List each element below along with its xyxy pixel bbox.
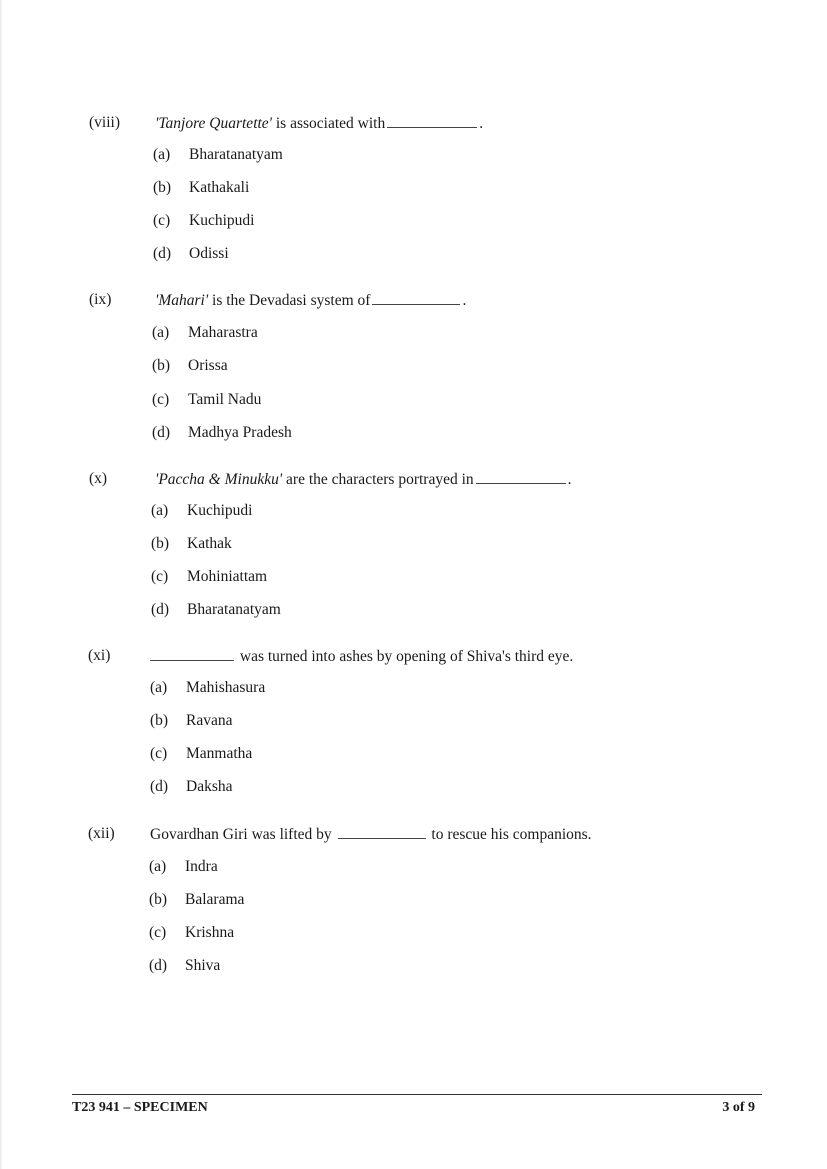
question-stem — [155, 113, 483, 134]
stem-text: is associated with — [272, 115, 386, 132]
option — [152, 323, 258, 343]
option-text: Indra — [185, 858, 218, 875]
option — [151, 534, 232, 554]
question-number: (x) — [89, 470, 108, 487]
option — [150, 711, 232, 731]
option-label: (c) — [153, 212, 171, 229]
stem-italic: 'Mahari' — [155, 292, 209, 309]
stem-end: . — [567, 471, 572, 488]
option-text: Maharastra — [188, 324, 258, 341]
option-text: Kuchipudi — [187, 502, 253, 519]
option-text: Shiva — [185, 957, 221, 974]
question-stem — [155, 290, 466, 311]
answer-blank — [387, 113, 477, 128]
option — [153, 178, 249, 198]
option-text: Orissa — [188, 357, 228, 374]
answer-blank — [372, 290, 460, 305]
option-label: (a) — [152, 324, 170, 341]
option-text: Manmatha — [186, 745, 253, 762]
option — [150, 777, 233, 797]
option-label: (c) — [152, 391, 170, 408]
option-text: Kathakali — [189, 179, 250, 196]
option-label: (b) — [152, 357, 171, 374]
option-text: Bharatanatyam — [189, 146, 283, 163]
option — [152, 390, 261, 410]
option-label: (a) — [149, 858, 167, 875]
question-number: (xii) — [88, 825, 115, 842]
question-number: (viii) — [89, 114, 120, 131]
option-label: (c) — [151, 568, 169, 585]
option — [150, 744, 252, 764]
option — [149, 890, 244, 910]
option — [151, 501, 252, 521]
stem-text: are the characters portrayed in — [282, 471, 474, 488]
stem-end: . — [462, 292, 467, 309]
option-text: Odissi — [189, 245, 229, 262]
option — [151, 600, 281, 620]
option-text: Daksha — [186, 778, 233, 795]
option — [152, 356, 228, 376]
answer-blank — [150, 646, 234, 661]
stem-italic: 'Paccha & Minukku' — [155, 471, 283, 488]
option — [149, 923, 234, 943]
option-label: (c) — [149, 924, 167, 941]
question-stem — [150, 646, 573, 667]
stem-end: . — [479, 115, 484, 132]
option — [153, 244, 229, 264]
option — [151, 567, 267, 587]
option-label: (b) — [149, 891, 168, 908]
question-stem — [150, 824, 592, 845]
answer-blank — [338, 824, 426, 839]
option-text: Madhya Pradesh — [188, 424, 292, 441]
option-label: (a) — [151, 502, 169, 519]
option — [149, 956, 220, 976]
question-number: (xi) — [88, 647, 111, 664]
option-text: Mohiniattam — [187, 568, 268, 585]
option — [153, 211, 254, 231]
stem-text: is the Devadasi system of — [208, 292, 371, 309]
option-text: Balarama — [185, 891, 245, 908]
option-label: (d) — [150, 778, 169, 795]
option-text: Kathak — [187, 535, 232, 552]
question-stem — [155, 469, 572, 490]
page-edge-shadow — [0, 0, 3, 1169]
option-label: (b) — [150, 712, 169, 729]
option-label: (a) — [150, 679, 168, 696]
option-label: (b) — [151, 535, 170, 552]
option — [149, 857, 218, 877]
option-text: Mahishasura — [186, 679, 266, 696]
option-text: Krishna — [185, 924, 235, 941]
option — [153, 145, 283, 165]
stem-italic: 'Tanjore Quartette' — [155, 115, 272, 132]
option-label: (d) — [149, 957, 168, 974]
option-label: (b) — [153, 179, 172, 196]
page-number: 3 of 9 — [722, 1100, 755, 1115]
option-text: Kuchipudi — [189, 212, 255, 229]
option-label: (d) — [153, 245, 172, 262]
answer-blank — [476, 469, 566, 484]
option-label: (c) — [150, 745, 168, 762]
stem-text-before: Govardhan Giri was lifted by — [150, 826, 336, 843]
option-text: Tamil Nadu — [188, 391, 262, 408]
stem-text: to rescue his companions. — [427, 826, 592, 843]
footer-divider — [72, 1094, 762, 1095]
option-text: Ravana — [186, 712, 233, 729]
question-number: (ix) — [89, 291, 112, 308]
paper-code: T23 941 – SPECIMEN — [72, 1100, 208, 1115]
stem-text: was turned into ashes by opening of Shiva's third eye. — [236, 648, 574, 665]
option-text: Bharatanatyam — [187, 601, 281, 618]
option-label: (a) — [153, 146, 171, 163]
option — [150, 678, 265, 698]
option-label: (d) — [152, 424, 171, 441]
option-label: (d) — [151, 601, 170, 618]
option — [152, 423, 292, 443]
